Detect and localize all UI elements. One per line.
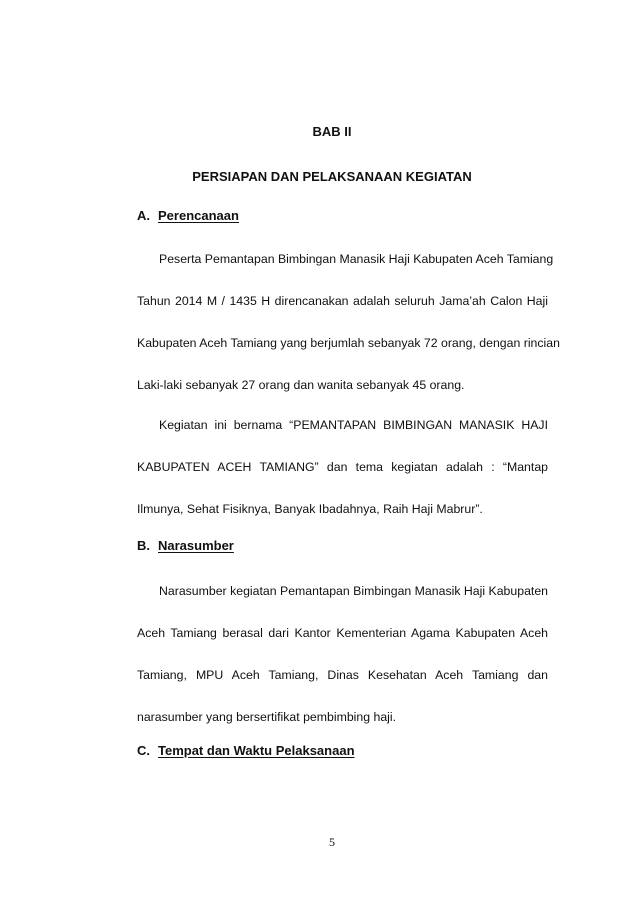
section-c-title: Tempat dan Waktu Pelaksanaan — [158, 743, 355, 758]
chapter-number: BAB II — [312, 124, 352, 139]
paragraph-line: Ilmunya, Sehat Fisiknya, Banyak Ibadahnya, Raih Haji Mabrur”. — [137, 502, 483, 516]
paragraph-line: Aceh Tamiang berasal dari Kantor Kementerian Agama Kabupaten Aceh — [137, 626, 548, 640]
paragraph-line: Kegiatan ini bernama “PEMANTAPAN BIMBINGAN MANASIK HAJI — [159, 418, 548, 432]
section-a-letter: A. — [137, 208, 150, 223]
section-a-heading — [137, 208, 239, 223]
paragraph-line: Tahun 2014 M / 1435 H direncanakan adalah seluruh Jama’ah Calon Haji — [137, 294, 548, 308]
paragraph-line: Tamiang, MPU Aceh Tamiang, Dinas Kesehatan Aceh Tamiang dan — [137, 668, 548, 682]
paragraph-line: Peserta Pemantapan Bimbingan Manasik Haji Kabupaten Aceh Tamiang — [159, 252, 554, 266]
paragraph-line: narasumber yang bersertifikat pembimbing haji. — [137, 710, 397, 724]
section-a-title: Perencanaan — [158, 208, 239, 223]
section-b-letter: B. — [137, 538, 150, 553]
section-b-heading — [137, 538, 234, 553]
section-a-paragraph-1 — [137, 238, 560, 406]
section-a-paragraph-2 — [137, 404, 548, 530]
section-c-heading — [137, 743, 355, 758]
paragraph-line: Laki-laki sebanyak 27 orang dan wanita sebanyak 45 orang. — [137, 378, 465, 392]
paragraph-line: KABUPATEN ACEH TAMIANG” dan tema kegiatan adalah : “Mantap — [137, 460, 548, 474]
section-b-title: Narasumber — [158, 538, 234, 553]
page-number: 5 — [329, 835, 335, 849]
section-b-paragraph-1 — [137, 570, 548, 738]
paragraph-line: Kabupaten Aceh Tamiang yang berjumlah sebanyak 72 orang, dengan rincian — [137, 336, 560, 350]
section-c-letter: C. — [137, 743, 150, 758]
chapter-title: PERSIAPAN DAN PELAKSANAAN KEGIATAN — [192, 169, 472, 184]
paragraph-line: Narasumber kegiatan Pemantapan Bimbingan Manasik Haji Kabupaten — [159, 584, 548, 598]
